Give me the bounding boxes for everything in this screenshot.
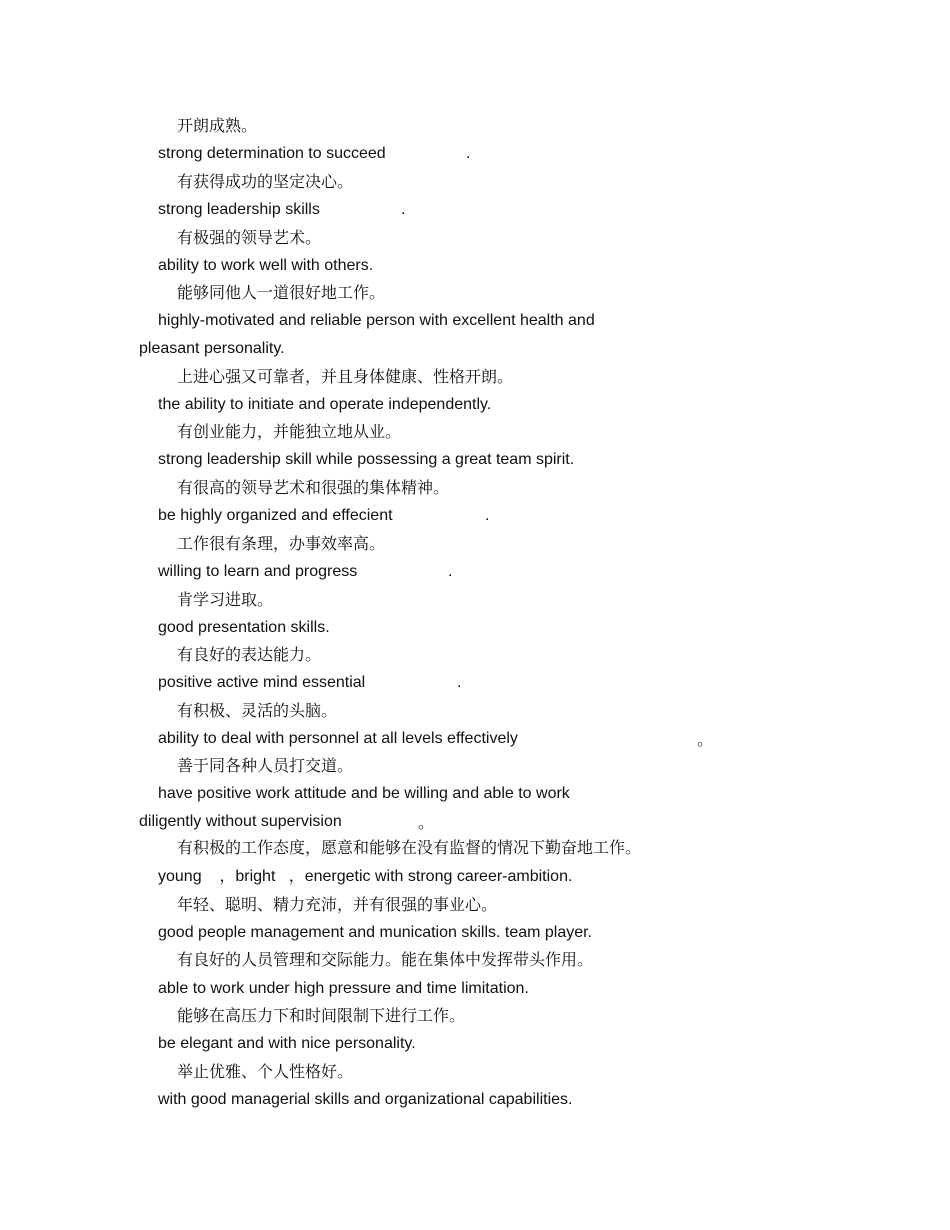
text-line: have positive work attitude and be willing and able to work [158,785,570,802]
text-line: 有很高的领导艺术和很强的集体精神。 [177,478,450,497]
text-line: strong determination to succeed [158,145,386,162]
text-line: be elegant and with nice personality. [158,1035,416,1052]
text-line: ability to deal with personnel at all levels effectively [158,730,518,747]
text-line: good people management and munication skills. team player. [158,924,593,941]
text-line: 有良好的表达能力。 [177,645,322,664]
text-line: diligently without supervision [139,813,342,830]
text-line: 年轻、聪明、精力充沛，并有很强的事业心。 [177,895,498,914]
trailing-punctuation: 。 [418,815,435,832]
text-line: 有积极、灵活的头脑。 [177,701,338,720]
text-line: highly-motivated and reliable person with excellent health and [158,312,595,329]
trailing-punctuation: . [448,563,453,580]
text-line: 举止优雅、个人性格好。 [177,1062,354,1081]
trailing-punctuation: 。 [697,732,714,749]
text-line: 开朗成熟。 [177,116,258,135]
text-line: 工作很有条理，办事效率高。 [177,534,386,553]
trailing-punctuation: . [485,507,490,524]
trailing-punctuation: . [466,145,471,162]
text-line: good presentation skills. [158,619,330,636]
text-line: strong leadership skill while possessing a great team spirit. [158,451,575,468]
text-line: 能够同他人一道很好地工作。 [177,283,386,302]
text-line: 肯学习进取。 [177,590,274,609]
text-line: 有获得成功的坚定决心。 [177,172,354,191]
text-line: strong leadership skills [158,201,320,218]
text-line: 上进心强又可靠者，并且身体健康、性格开朗。 [177,367,514,386]
text-line: 有极强的领导艺术。 [177,228,322,247]
text-line: 有良好的人员管理和交际能力。能在集体中发挥带头作用。 [177,950,594,969]
text-line: the ability to initiate and operate independently. [158,396,492,413]
text-line: able to work under high pressure and time limitation. [158,980,529,997]
text-line: be highly organized and effecient [158,507,393,524]
text-line: 有积极的工作态度，愿意和能够在没有监督的情况下勤奋地工作。 [177,838,642,857]
text-line: young ，bright ，energetic with strong career-ambition. [158,868,573,885]
text-line: pleasant personality. [139,340,285,357]
text-line: positive active mind essential [158,674,366,691]
trailing-punctuation: . [401,201,406,218]
trailing-punctuation: . [457,674,462,691]
text-line: 善于同各种人员打交道。 [177,756,354,775]
text-line: with good managerial skills and organizational capabilities. [158,1091,573,1108]
text-line: 能够在高压力下和时间限制下进行工作。 [177,1006,466,1025]
text-line: ability to work well with others. [158,257,374,274]
text-line: 有创业能力，并能独立地从业。 [177,422,402,441]
text-line: willing to learn and progress [158,563,358,580]
